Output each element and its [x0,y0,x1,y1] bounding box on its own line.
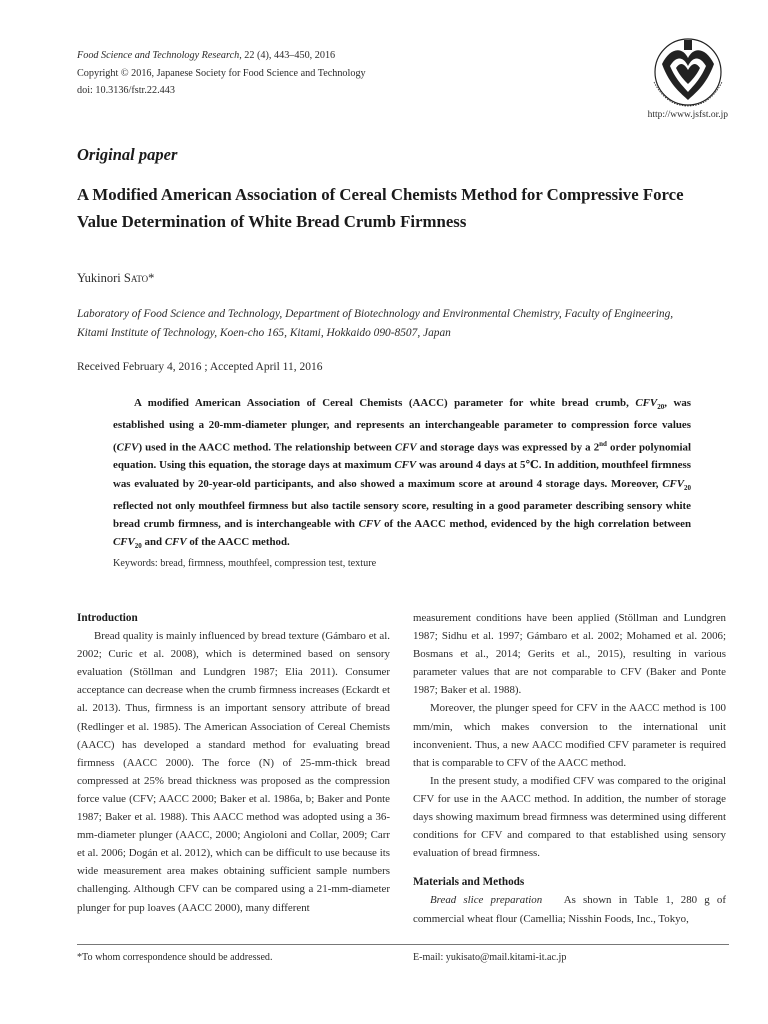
author-name [77,271,154,286]
article-type: Original paper [77,145,178,164]
author-first-name: Yukinori [77,271,124,285]
methods-paragraph-1: Bread slice preparation As shown in Table 1, 280 g of commercial wheat flour (Camellia; Nisshin Foods, Inc., Tokyo, [413,894,726,925]
intro-paragraph-1-continued: measurement conditions have been applied (Stöllman and Lundgren 1987; Sidhu et al. 1997; Gámbaro et al. 2002; Mohamed et al. 2006; Bosmans et al., 2014; Gerits et al., 2015), resulting in various parameter values that are not comparable to CFV (Baker and Ponte 1987; Baker et al. 1988). [413,612,726,697]
email-address[interactable]: E-mail: yukisato@mail.kitami-it.ac.jp [413,952,567,963]
intro-paragraph-3: In the present study, a modified CFV was compared to the original CFV for use in the AACC method. In addition, the number of storage days showing maximum bread firmness was determined using different conditions for CFV and compared to that established using sensory evaluation of bread firmness. [413,774,726,860]
doi: doi: 10.3136/fstr.22.443 [77,85,175,96]
footnote-divider [77,944,729,945]
copyright-notice: Copyright © 2016, Japanese Society for Food Science and Technology [77,68,366,79]
methods-subheading: Bread slice preparation [430,894,543,907]
correspondence-note: *To whom correspondence should be addressed. [77,952,273,963]
left-column [77,609,390,917]
received-dates: Received February 4, 2016 ; Accepted April 11, 2016 [77,361,323,373]
article-title: A Modified American Association of Cereal Chemists Method for Compressive Force Value Determination of White Bread Crumb Firmness [77,185,684,231]
journal-citation [77,48,335,63]
introduction-heading: Introduction [77,612,138,624]
journal-url[interactable]: http://www.jsfst.or.jp [647,110,728,120]
intro-paragraph-1: Bread quality is mainly influenced by bread texture (Gámbaro et al. 2002; Curic et al. 2008), which is determined based on sensory evaluation (Stöllman and Lundgren 1987; Elia 2011). Consumer acceptance can decrease when the crumb firmness increases (Eckardt et al. 2013). Thus, firmness is an important sensory attribute of bread (Redlinger et al. 1985). The American Association of Cereal Chemists (AACC) has developed a standard method for evaluating bread firmness (AACC 2000). The force (N) of 25-mm-thick bread compressed at 25% bread thickness was proposed as the compression force value (CFV; AACC 2000; Baker et al. 1986a, b; Baker and Ponte 1987; Baker et al. 1988). This AACC method was adopted using a 36-mm-diameter plunger (AACC, 2000; Angioloni and Collar, 2009; Carr et al. 2006; Dogán et al. 2012), which can be difficult to use because its wide measurement area makes obtaining sufficient sample numbers challenging. Although CFV can be compared using a 21-mm-diameter plunger for pup loaves (AACC 2000), many different [77,630,390,914]
author-mark: * [148,271,155,285]
methods-heading: Materials and Methods [413,876,525,889]
journal-volume: , 22 (4), 443–450, 2016 [239,50,336,61]
society-logo-icon [646,36,730,108]
affiliation: Laboratory of Food Science and Technology, Department of Biotechnology and Environmental Chemistry, Faculty of Engineering, Kitami Institute of Technology, Koen-cho 165, Kitami, Hokkaido 090-8507, Japan [77,308,674,339]
author-last-name: Sato [123,271,149,285]
right-column [413,609,726,928]
journal-name: Food Science and Technology Research [77,50,240,61]
abstract: A modified American Association of Cereal Chemists (AACC) parameter for white bread crumb, $CFV_{20}$, was established using a 20-mm-diameter plunger, and represents an interchangeable parameter to compression force values (CFV) used in the AACC method. The relationship between CFV and storage days was expressed by a 2nd order polynomial equation. Using this equation, the storage days at maximum CFV was around 4 days at 5℃. In addition, mouthfeel firmness was evaluated by 20-year-old participants, and also showed a maximum score at around 4 storage days. Moreover, $CFV_{20}$ reflected not only mouthfeel firmness but also tactile sensory score, resulting in a good parameter describing sensory white bread crumb firmness, and is interchangeable with CFV of the AACC method, evidenced by the high correlation between $CFV_{20}$ and CFV of the AACC method. [113,397,692,551]
keywords: Keywords: bread, firmness, mouthfeel, compression test, texture [113,558,377,569]
intro-paragraph-2: Moreover, the plunger speed for CFV in the AACC method is 100 mm/min, which makes conversion to the international unit inconvenient. Thus, a new AACC modified CFV parameter is required that is comparable to CFV of the AACC method. [413,702,726,769]
